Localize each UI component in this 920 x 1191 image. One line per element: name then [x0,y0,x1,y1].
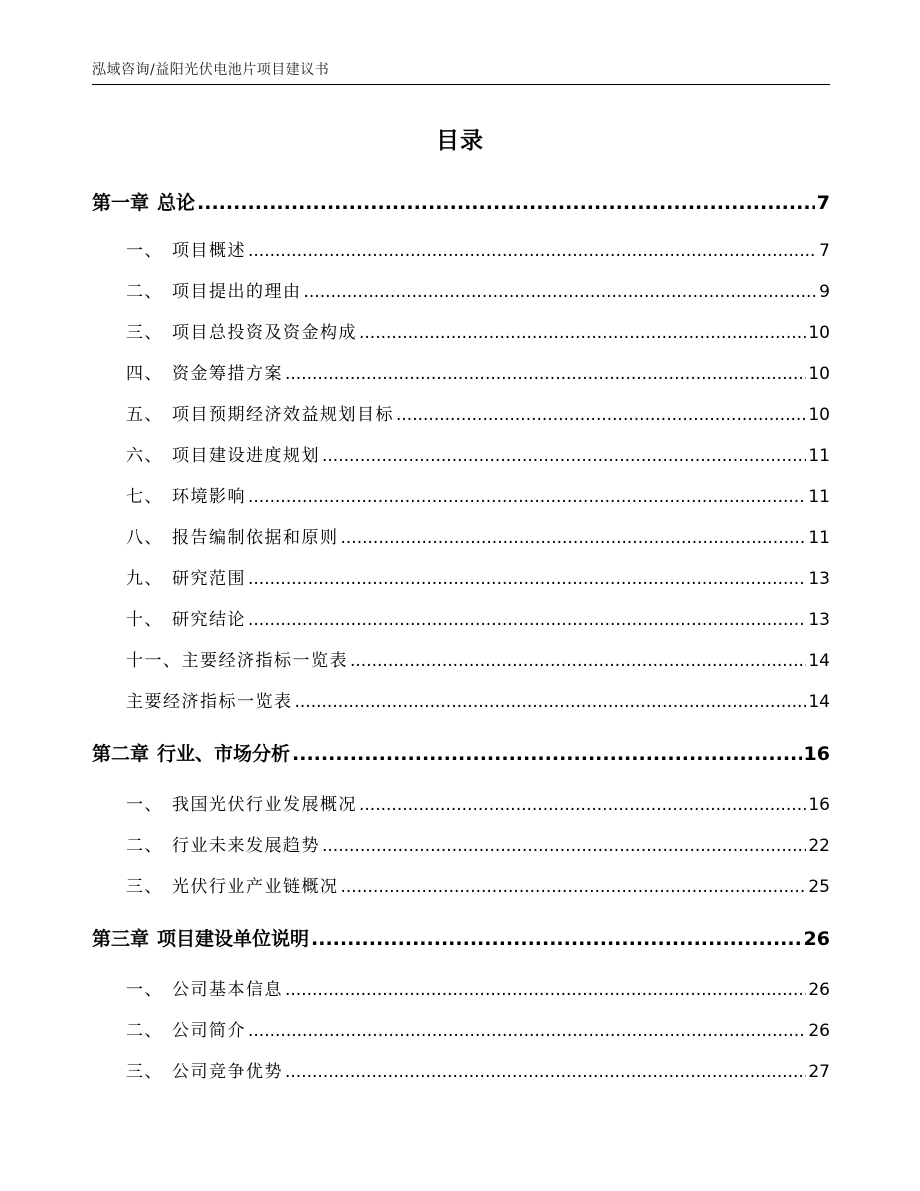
toc-section-entry[interactable] [126,320,830,346]
toc-chapter-entry[interactable] [92,924,830,954]
toc-page-number: 7 [819,241,830,261]
toc-dot-leader [322,443,806,469]
toc-dot-leader [292,739,802,769]
toc-entry-title: 报告编制依据和原则 [172,528,339,548]
toc-entry-label [126,525,339,551]
header-text: 泓域咨询/益阳光伏电池片项目建议书 [92,62,330,78]
toc-section-entry[interactable] [126,874,830,900]
toc-dot-leader [341,525,807,551]
toc-entry-title: 项目总投资及资金构成 [172,323,357,343]
toc-entry-label [126,689,293,715]
toc-entry-label [126,648,348,674]
toc-entry-label [126,792,357,818]
toc-entry-title: 项目建设进度规划 [172,446,320,466]
toc-entry-title: 行业未来发展趋势 [172,836,320,856]
toc-entry-title: 项目概述 [172,241,246,261]
toc-entry-title: 光伏行业产业链概况 [172,877,339,897]
toc-dot-leader [304,279,818,305]
toc-entry-title: 公司竞争优势 [172,1062,283,1082]
toc-entry-number: 二、 [126,836,163,856]
toc-entry-label [126,320,357,346]
toc-entry-number: 一、 [126,795,163,815]
toc-entry-number: 六、 [126,446,163,466]
toc-section-entry[interactable] [126,689,830,715]
toc-dot-leader [396,402,806,428]
toc-section-entry[interactable] [126,361,830,387]
toc-dot-leader [359,320,806,346]
toc-section-entry[interactable] [126,443,830,469]
toc-page-number: 22 [808,836,830,856]
toc-entry-title: 项目建设单位说明 [157,928,310,950]
toc-entry-number: 十、 [126,610,163,630]
toc-page-number: 10 [808,405,830,425]
toc-section-entry[interactable] [126,607,830,633]
toc-page-number: 11 [808,528,830,548]
toc-page-number: 25 [808,877,830,897]
toc-page-number: 26 [808,1021,830,1041]
toc-page-number: 26 [803,928,830,950]
toc-entry-label [126,874,339,900]
toc-entry-number: 第三章 [92,928,150,950]
toc-dot-leader [285,1059,806,1085]
toc-entry-number: 十一、 [126,651,182,671]
toc-entry-label [126,361,283,387]
toc-dot-leader [285,361,806,387]
toc-entry-title: 研究结论 [172,610,246,630]
toc-entry-label [126,484,246,510]
toc-entry-label [126,977,283,1003]
toc-dot-leader [285,977,806,1003]
toc-entry-number: 二、 [126,282,163,302]
toc-entry-title: 行业、市场分析 [157,743,291,765]
toc-page-number: 11 [808,487,830,507]
header-divider [92,84,830,85]
toc-dot-leader [248,566,806,592]
toc-entry-number: 一、 [126,241,163,261]
toc-section-entry[interactable] [126,525,830,551]
toc-section-entry[interactable] [126,792,830,818]
toc-dot-leader [341,874,807,900]
toc-section-entry[interactable] [126,279,830,305]
toc-page-number: 13 [808,610,830,630]
toc-section-entry[interactable] [126,977,830,1003]
toc-page-number: 27 [808,1062,830,1082]
toc-entry-title: 资金筹措方案 [172,364,283,384]
toc-entry-label [92,188,195,218]
toc-entry-number: 九、 [126,569,163,589]
toc-entry-number: 三、 [126,323,163,343]
toc-entry-title: 公司基本信息 [172,980,283,1000]
toc-dot-leader [359,792,806,818]
toc-entry-title: 环境影响 [172,487,246,507]
toc-entry-number: 八、 [126,528,163,548]
toc-entry-number: 第二章 [92,743,150,765]
toc-section-entry[interactable] [126,1018,830,1044]
toc-entry-number: 七、 [126,487,163,507]
toc-section-entry[interactable] [126,1059,830,1085]
toc-page-number: 26 [808,980,830,1000]
toc-dot-leader [311,924,802,954]
toc-page-number: 7 [816,192,830,214]
toc-entry-label [126,566,246,592]
toc-entry-label [126,238,246,264]
toc-dot-leader [248,484,806,510]
toc-entry-label [126,1018,246,1044]
toc-page-number: 11 [808,446,830,466]
toc-entry-number: 五、 [126,405,163,425]
toc-entry-title: 研究范围 [172,569,246,589]
toc-page-number: 16 [803,743,830,765]
toc-entry-title: 主要经济指标一览表 [126,692,293,712]
toc-dot-leader [197,188,815,218]
toc-dot-leader [350,648,806,674]
toc-entry-label [126,443,320,469]
toc-page-number: 10 [808,323,830,343]
toc-entry-label [126,1059,283,1085]
toc-entry-title: 公司简介 [172,1021,246,1041]
toc-entry-number: 二、 [126,1021,163,1041]
toc-section-entry[interactable] [126,238,830,264]
toc-entry-label [126,607,246,633]
toc-entry-label [126,279,302,305]
toc-dot-leader [248,1018,806,1044]
toc-entry-number: 三、 [126,1062,163,1082]
toc-entry-number: 三、 [126,877,163,897]
toc-dot-leader [322,833,806,859]
toc-section-entry[interactable] [126,402,830,428]
toc-section-entry[interactable] [126,484,830,510]
toc-entry-label [92,739,290,769]
toc-entry-title: 我国光伏行业发展概况 [172,795,357,815]
toc-dot-leader [295,689,807,715]
toc-dot-leader [248,238,817,264]
toc-chapter-entry[interactable] [92,188,830,218]
toc-entry-label [126,402,394,428]
toc-entry-label [92,924,309,954]
toc-page-number: 13 [808,569,830,589]
toc-entry-title: 总论 [157,192,196,214]
toc-entry-number: 一、 [126,980,163,1000]
toc-page-number: 9 [819,282,830,302]
toc-entry-number: 第一章 [92,192,150,214]
toc-dot-leader [248,607,806,633]
toc-entry-number: 四、 [126,364,163,384]
toc-section-entry[interactable] [126,833,830,859]
toc-section-entry[interactable] [126,566,830,592]
toc-page-number: 10 [808,364,830,384]
toc-page-number: 14 [808,692,830,712]
toc-title: 目录 [436,128,484,154]
toc-entry-title: 项目提出的理由 [172,282,302,302]
toc-page-number: 14 [808,651,830,671]
toc-page-number: 16 [808,795,830,815]
toc-entry-label [126,833,320,859]
toc-entry-title: 主要经济指标一览表 [181,651,348,671]
toc-chapter-entry[interactable] [92,739,830,769]
toc-entry-title: 项目预期经济效益规划目标 [172,405,394,425]
toc-section-entry[interactable] [126,648,830,674]
